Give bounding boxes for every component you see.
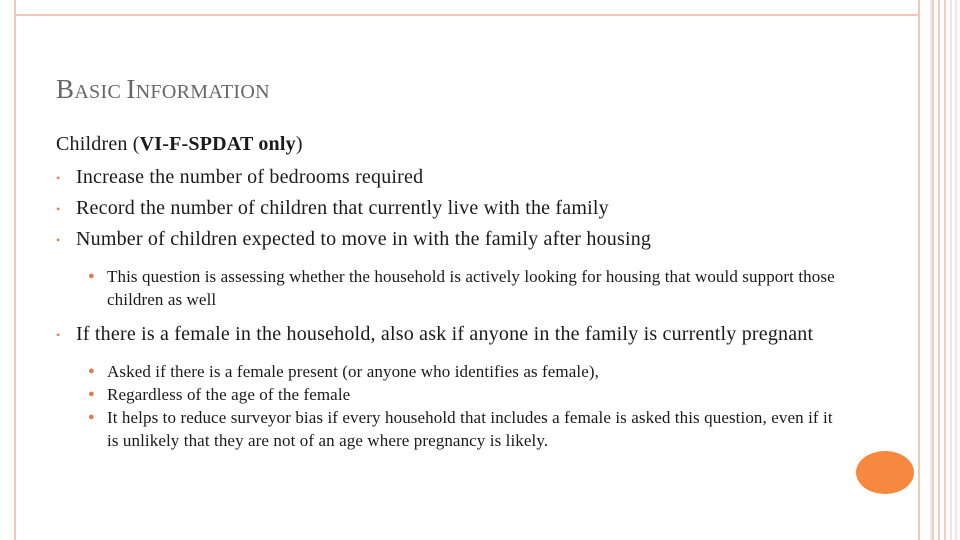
intro-close: )	[295, 133, 303, 155]
sub-bullet-dot-icon: ●	[88, 411, 95, 423]
frame-top-border	[16, 0, 920, 16]
frame-right-border	[918, 0, 920, 540]
title-smallcaps-2: NFORMATION	[135, 81, 270, 103]
slide-title	[56, 74, 270, 105]
frame-left-border	[0, 0, 16, 540]
bullet-item	[56, 226, 846, 252]
title-smallcaps-1: ASIC	[74, 81, 127, 103]
sub-bullet-item	[88, 360, 846, 383]
bullet-text: Number of children expected to move in with the family after housing	[76, 228, 652, 250]
title-cap-1: B	[56, 74, 75, 104]
decorative-orange-oval	[856, 451, 914, 494]
bullet-item	[56, 195, 846, 221]
bullet-item	[56, 321, 846, 347]
slide-body	[56, 132, 846, 452]
sub-bullet-text: Regardless of the age of the female	[107, 385, 351, 404]
bullet-text: Increase the number of bedrooms required	[76, 166, 424, 188]
intro-text: Children (	[56, 133, 140, 155]
sub-bullet-text: Asked if there is a female present (or anyone who identifies as female),	[107, 362, 599, 381]
bullet-dot-icon: •	[56, 171, 61, 185]
bullet-item	[56, 164, 846, 190]
sub-bullet-text: This question is assessing whether the household is actively looking for housing that would support those children as well	[107, 267, 835, 309]
bullet-text: If there is a female in the household, also ask if anyone in the family is currently pregnant	[76, 323, 814, 345]
sub-bullet-item	[88, 406, 846, 452]
bullet-dot-icon: •	[56, 233, 61, 247]
bullet-dot-icon: •	[56, 202, 61, 216]
sub-bullet-item	[88, 265, 846, 311]
bullet-dot-icon: •	[56, 328, 61, 342]
title-cap-2: I	[126, 74, 136, 104]
intro-bold: VI-F-SPDAT only	[139, 133, 296, 155]
bullet-text: Record the number of children that currently live with the family	[76, 197, 609, 219]
intro-line	[56, 132, 846, 156]
sub-bullet-text: It helps to reduce surveyor bias if every household that includes a female is asked this question, even if it is unlikely that they are not of an age where pregnancy is likely.	[107, 408, 833, 450]
sub-bullet-dot-icon: ●	[88, 388, 95, 400]
sub-bullet-dot-icon: ●	[88, 270, 95, 282]
sub-bullet-dot-icon: ●	[88, 365, 95, 377]
decorative-stripes	[930, 0, 960, 540]
sub-bullet-item	[88, 383, 846, 406]
